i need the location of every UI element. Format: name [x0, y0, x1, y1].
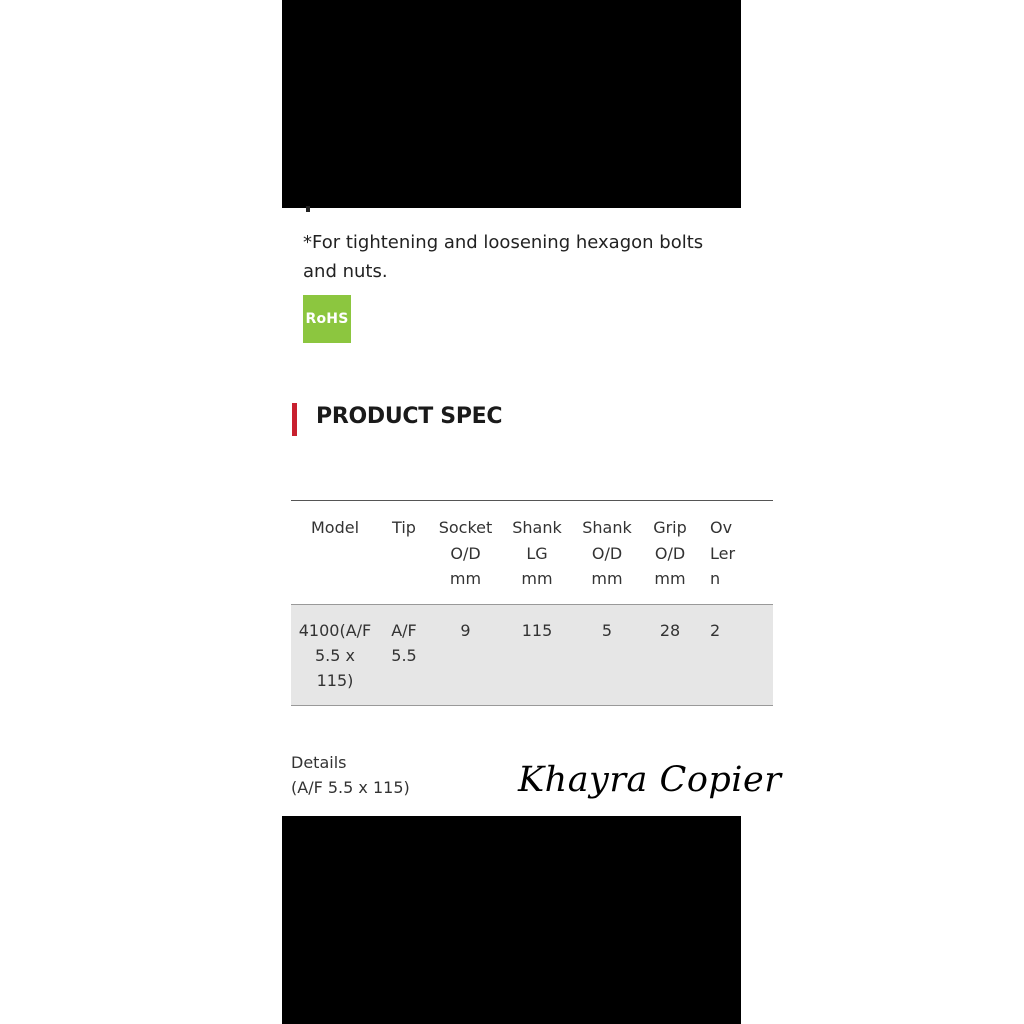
header-line: mm: [449, 569, 482, 588]
header-line: Ler: [710, 543, 736, 563]
details-label: Details: [291, 753, 347, 772]
header-line: LG: [526, 543, 548, 563]
cell-line: 115: [521, 620, 553, 640]
bottom-black-bar: [282, 816, 741, 1024]
cell-line: A/F: [391, 620, 417, 640]
watermark-text: Khayra Copier: [518, 760, 782, 800]
header-shank-lg: [502, 501, 572, 605]
header-shank-od: [572, 501, 642, 605]
cell-model: [291, 604, 379, 705]
cell-line: 9: [460, 620, 471, 640]
cell-shank-lg: [502, 604, 572, 705]
header-tip: [379, 501, 429, 605]
cell-line: 2: [710, 620, 721, 640]
section-accent-bar: [292, 403, 297, 436]
product-panel: [282, 208, 782, 816]
cropped-heading-fragment: [306, 206, 310, 212]
cell-line: 28: [659, 620, 681, 640]
details-model: (A/F 5.5 x 115): [291, 778, 410, 797]
header-line: Ov: [710, 518, 733, 537]
header-line: mm: [654, 569, 686, 588]
cell-grip-od: [642, 604, 698, 705]
header-line: mm: [521, 569, 553, 588]
details-text: [291, 750, 410, 800]
header-line: Model: [310, 518, 360, 537]
header-line: mm: [591, 569, 623, 588]
cell-line: 115): [316, 670, 354, 690]
product-description: *For tightening and loosening hexagon bolts and nuts.: [303, 232, 704, 282]
header-line: Grip: [653, 518, 687, 537]
spec-table-container[interactable]: [291, 500, 736, 706]
rohs-badge-label: RoHS: [305, 311, 349, 327]
cell-line: 5.5 x: [315, 645, 355, 665]
header-grip-od: [642, 501, 698, 605]
section-title: PRODUCT SPEC: [316, 404, 503, 429]
spec-table: [291, 500, 773, 706]
cell-line: 4100(A/F: [298, 620, 372, 640]
cell-line: 5: [601, 620, 613, 640]
header-line: Tip: [392, 518, 416, 537]
cell-line: 5.5: [391, 645, 417, 665]
header-line: Shank: [582, 518, 632, 537]
header-line: n: [710, 569, 721, 588]
header-socket-od: [429, 501, 502, 605]
cell-tip: [379, 604, 429, 705]
header-line: O/D: [450, 543, 481, 563]
header-overall-length: [698, 501, 773, 605]
header-model: [291, 501, 379, 605]
header-line: Socket: [438, 518, 493, 537]
header-line: Shank: [512, 518, 562, 537]
table-body: [291, 604, 773, 705]
rohs-badge: [303, 295, 351, 343]
cell-overall-length: [698, 604, 773, 705]
table-header-row: [291, 501, 773, 605]
cell-shank-od: [572, 604, 642, 705]
header-line: O/D: [591, 543, 623, 563]
top-black-bar: [282, 0, 741, 208]
cell-socket-od: [429, 604, 502, 705]
header-line: O/D: [654, 543, 686, 563]
table-row: [291, 604, 773, 705]
